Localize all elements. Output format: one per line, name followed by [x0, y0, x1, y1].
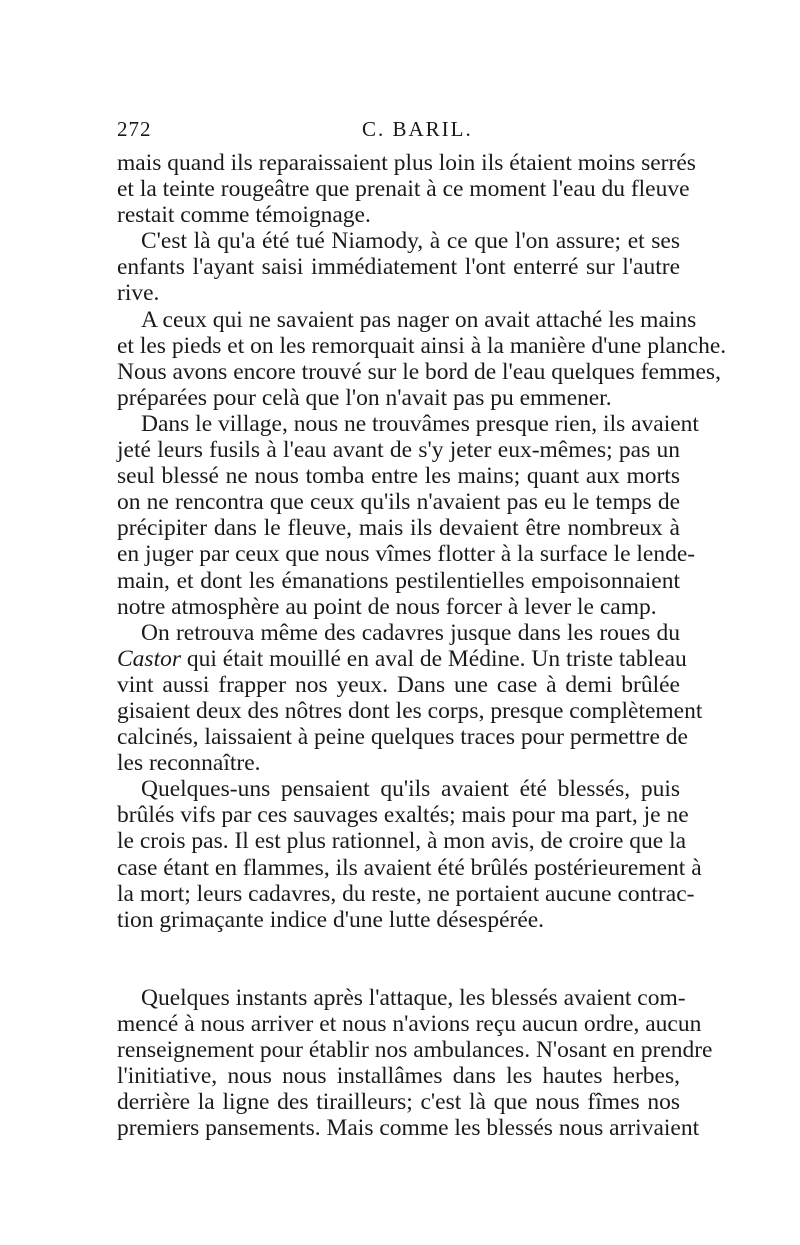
text-line: les reconnaître.: [117, 750, 261, 777]
body-text: [117, 150, 727, 1142]
text-line: jeté leurs fusils à l'eau avant de s'y jeter eux-mêmes; pas un: [117, 437, 680, 464]
text-line: la mort; leurs cadavres, du reste, ne portaient aucune contrac-: [117, 880, 695, 907]
section-break: [117, 959, 680, 985]
text-line: renseignement pour établir nos ambulances. N'osant en prendre: [117, 1037, 713, 1063]
text-line: enfants l'ayant saisi immédiatement l'ont enterré sur l'autre: [117, 254, 680, 281]
running-title: C. BARIL.: [362, 117, 473, 141]
text-line: et la teinte rougeâtre que prenait à ce moment l'eau du fleuve: [117, 176, 690, 203]
text-line: Quelques-uns pensaient qu'ils avaient été blessés, puis: [141, 776, 680, 803]
text-line: rive.: [117, 280, 160, 307]
text-line: main, et dont les émanations pestilentielles empoisonnaient: [117, 567, 680, 594]
text-line: brûlés vifs par ces sauvages exaltés; mais pour ma part, je ne: [117, 802, 689, 829]
running-head: [117, 117, 680, 147]
text-line: Quelques instants après l'attaque, les blessés avaient com-: [141, 984, 686, 1011]
text-line: et les pieds et on les remorquait ainsi à la manière d'une planche.: [117, 332, 727, 359]
text-line: derrière la ligne des tirailleurs; c'est là que nous fîmes nos: [117, 1089, 680, 1116]
text-line: Nous avons encore trouvé sur le bord de l'eau quelques femmes,: [117, 358, 721, 385]
text-line: tion grimaçante indice d'une lutte désespérée.: [117, 906, 545, 933]
text-line: préparées pour celà que l'on n'avait pas pu emmener.: [117, 384, 612, 411]
text-line: A ceux qui ne savaient pas nager on avait attaché les mains: [141, 306, 697, 333]
text-line: case étant en flammes, ils avaient été brûlés postérieurement à: [117, 854, 702, 881]
text-line: C'est là qu'a été tué Niamody, à ce que l'on assure; et ses: [141, 228, 680, 255]
text-line: précipiter dans le fleuve, mais ils devaient être nombreux à: [117, 515, 680, 542]
text-line-rest: qui était mouillé en aval de Médine. Un triste tableau: [181, 645, 687, 672]
text-line: notre atmosphère au point de nous forcer à lever le camp.: [117, 593, 657, 620]
text-line: gisaient deux des nôtres dont les corps, presque complètement: [117, 697, 703, 724]
page-number: 272: [117, 117, 152, 141]
text-line: seul blessé ne nous tomba entre les mains; quant aux morts: [117, 463, 680, 490]
text-line: l'initiative, nous nous installâmes dans les hautes herbes,: [117, 1063, 680, 1090]
text-line: premiers pansements. Mais comme les blessés nous arrivaient: [117, 1115, 700, 1142]
text-line: on ne rencontra que ceux qu'ils n'avaient pas eu le temps de: [117, 489, 680, 516]
ship-name: Castor: [117, 645, 181, 672]
text-line: en juger par ceux que nous vîmes flotter à la surface le lende-: [117, 541, 696, 568]
text-line: mencé à nous arriver et nous n'avions reçu aucun ordre, aucun: [117, 1010, 702, 1037]
text-line: le crois pas. Il est plus rationnel, à mon avis, de croire que la: [117, 828, 687, 855]
text-line: mais quand ils reparaissaient plus loin ils étaient moins serrés: [117, 150, 696, 176]
section-break: [117, 933, 680, 959]
text-line: [117, 645, 687, 672]
text-line: calcinés, laissaient à peine quelques traces pour permettre de: [117, 724, 688, 751]
text-line: restait comme témoignage.: [117, 202, 371, 229]
text-line: Dans le village, nous ne trouvâmes presque rien, ils avaient: [141, 410, 699, 437]
text-line: vint aussi frapper nos yeux. Dans une case à demi brûlée: [117, 671, 680, 698]
text-line: On retrouva même des cadavres jusque dans les roues du: [141, 619, 680, 646]
